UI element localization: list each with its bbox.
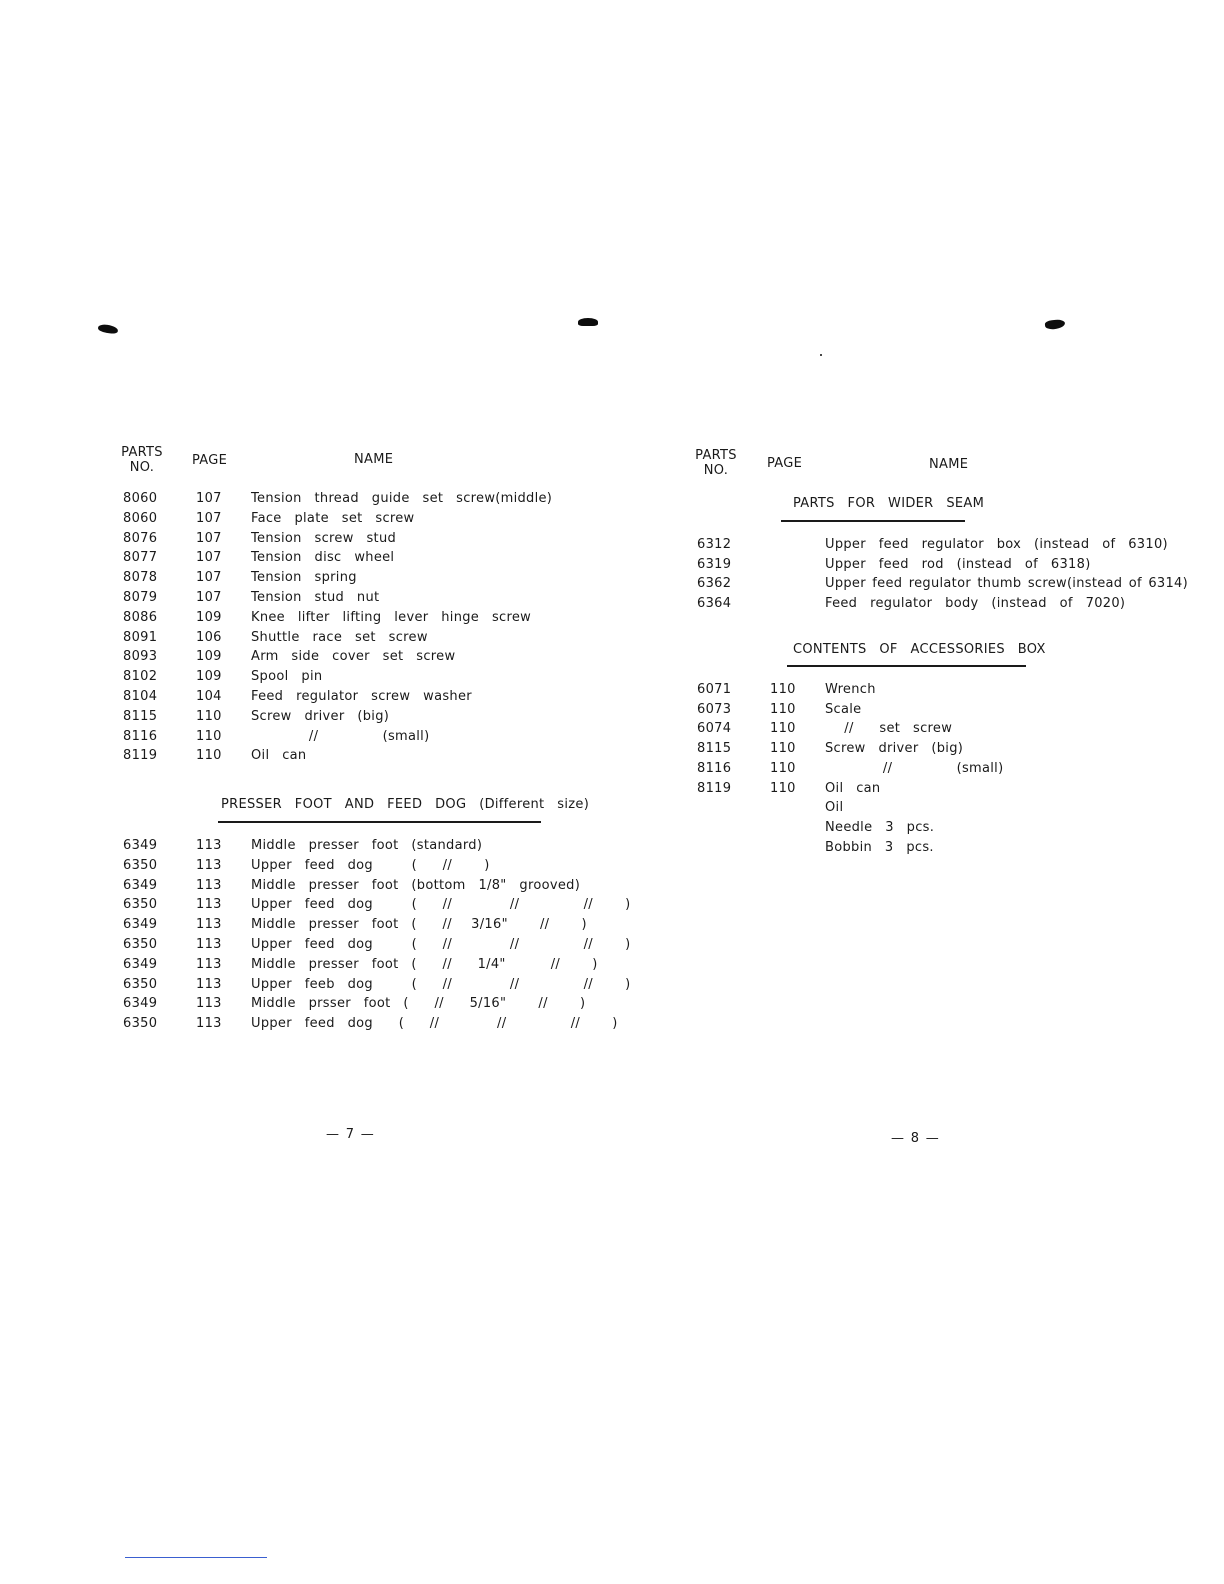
section-underline (787, 665, 1026, 667)
part-name: Wrench (825, 682, 876, 697)
part-number: 6350 (123, 976, 158, 992)
part-name: Upper feed dog ( // // // ) (251, 1016, 618, 1032)
part-name: Shuttle race set screw (251, 629, 428, 645)
part-number: 8104 (123, 689, 158, 704)
part-number: 8091 (123, 629, 158, 645)
page-ref: 113 (196, 956, 222, 972)
part-number: 8077 (123, 550, 158, 566)
section-underline (218, 821, 541, 823)
part-name: Middle presser foot ( // 1/4" // ) (251, 956, 598, 972)
part-name: Tension thread guide set screw(middle) (251, 491, 553, 506)
page-ref: 113 (196, 976, 222, 992)
part-name: Face plate set screw (251, 510, 415, 526)
part-number: 6073 (697, 701, 732, 717)
part-number: 6312 (697, 537, 732, 552)
part-name: Knee lifter lifting lever hinge screw (251, 609, 532, 625)
part-number: 6350 (123, 897, 158, 913)
part-name: Tension disc wheel (251, 550, 395, 566)
page-ref: 113 (196, 897, 222, 913)
section-title-accessories-box: CONTENTS OF ACCESSORIES BOX (793, 642, 1046, 657)
part-number: 8115 (697, 741, 732, 757)
part-name: Oil (825, 800, 844, 816)
part-number: 8119 (697, 780, 732, 796)
part-number: 8093 (123, 649, 158, 665)
section-title-wider-seam: PARTS FOR WIDER SEAM (793, 496, 985, 511)
part-number: 8116 (697, 760, 732, 776)
part-name: Bobbin 3 pcs. (825, 839, 934, 855)
part-name: Upper feed rod (instead of 6318) (825, 556, 1091, 572)
column-header-name: NAME (354, 452, 394, 467)
part-name: Oil can (825, 780, 881, 796)
part-number: 8115 (123, 708, 158, 724)
page-ref: 110 (196, 728, 222, 744)
part-name: // (small) (825, 760, 1004, 776)
page-ref: 109 (196, 649, 222, 665)
page-ref: 113 (196, 937, 222, 952)
part-name: Spool pin (251, 669, 323, 685)
column-header-parts-no (118, 445, 166, 475)
header-parts: PARTS (121, 445, 163, 460)
punch-hole-mark (578, 318, 598, 326)
part-name: Upper feed regulator thumb screw(instead of 6314) (825, 576, 1188, 591)
page-ref: 107 (196, 491, 222, 506)
part-name: Middle presser foot (standard) (251, 838, 483, 853)
page-ref: 113 (196, 877, 222, 893)
column-header-page: PAGE (767, 456, 803, 471)
part-number: 8078 (123, 570, 158, 586)
part-name: Screw driver (big) (251, 708, 390, 724)
page-number: — 7 — (326, 1127, 375, 1142)
punch-hole-mark (98, 324, 119, 335)
page-ref: 110 (770, 701, 796, 717)
page-ref: 113 (196, 1016, 222, 1032)
part-number: 6349 (123, 877, 158, 893)
part-number: 6319 (697, 556, 732, 572)
page-ref: 113 (196, 917, 222, 933)
page-ref: 110 (196, 748, 222, 764)
column-header-parts-no (692, 448, 740, 478)
part-number: 8116 (123, 728, 158, 744)
part-number: 8086 (123, 609, 158, 625)
part-name: Upper feed dog ( // // // ) (251, 937, 631, 952)
part-name: Upper feed regulator box (instead of 6310) (825, 537, 1168, 552)
page-ref: 110 (770, 682, 796, 697)
page-ref: 109 (196, 609, 222, 625)
page-ref: 107 (196, 550, 222, 566)
part-name: Middle prsser foot ( // 5/16" // ) (251, 996, 586, 1012)
page-ref: 107 (196, 530, 222, 546)
part-name: Upper feed dog ( // // // ) (251, 897, 631, 913)
column-header-page: PAGE (192, 453, 228, 468)
page-ref: 106 (196, 629, 222, 645)
page-ref: 110 (770, 741, 796, 757)
column-header-name: NAME (929, 457, 969, 472)
header-no: NO. (703, 463, 729, 478)
part-name: Arm side cover set screw (251, 649, 456, 665)
part-number: 8076 (123, 530, 158, 546)
part-name: Tension stud nut (251, 590, 380, 605)
page-ref: 110 (196, 708, 222, 724)
punch-hole-mark (1045, 319, 1066, 330)
part-name: // set screw (825, 721, 953, 737)
part-number: 6350 (123, 937, 158, 952)
part-name: Upper feed dog ( // ) (251, 857, 490, 873)
part-number: 6349 (123, 956, 158, 972)
page-ref: 104 (196, 689, 222, 704)
page-ref: 110 (770, 780, 796, 796)
page-ref: 109 (196, 669, 222, 685)
page-number: — 8 — (891, 1131, 940, 1146)
part-name: Middle presser foot ( // 3/16" // ) (251, 917, 587, 933)
part-number: 6071 (697, 682, 732, 697)
page-ref: 107 (196, 510, 222, 526)
page-ref: 113 (196, 857, 222, 873)
page-ref: 107 (196, 590, 222, 605)
part-name: Upper feeb dog ( // // // ) (251, 976, 631, 992)
part-name: Screw driver (big) (825, 741, 964, 757)
page-ref: 110 (770, 721, 796, 737)
part-number: 6362 (697, 576, 732, 591)
part-name: Scale (825, 701, 862, 717)
part-number: 6350 (123, 857, 158, 873)
part-name: // (small) (251, 728, 430, 744)
part-number: 8060 (123, 491, 158, 506)
page-ref: 110 (770, 760, 796, 776)
part-name: Feed regulator body (instead of 7020) (825, 595, 1126, 611)
part-number: 8102 (123, 669, 158, 685)
page-ref: 113 (196, 996, 222, 1012)
part-name: Oil can (251, 748, 307, 764)
part-name: Feed regulator screw washer (251, 689, 472, 704)
part-number: 6349 (123, 917, 158, 933)
part-number: 6074 (697, 721, 732, 737)
part-number: 8119 (123, 748, 158, 764)
scan-speck (820, 354, 822, 356)
part-number: 8079 (123, 590, 158, 605)
part-name: Tension spring (251, 570, 357, 586)
part-number: 6349 (123, 996, 158, 1012)
part-number: 8060 (123, 510, 158, 526)
part-name: Tension screw stud (251, 530, 397, 546)
page-ref: 107 (196, 570, 222, 586)
part-name: Needle 3 pcs. (825, 819, 935, 835)
footer-link-line (125, 1557, 267, 1558)
page-ref: 113 (196, 838, 222, 853)
part-number: 6350 (123, 1016, 158, 1032)
section-title-presser-foot: PRESSER FOOT AND FEED DOG (Different size) (221, 797, 590, 812)
header-no: NO. (129, 460, 155, 475)
part-name: Middle presser foot (bottom 1/8" grooved) (251, 877, 581, 893)
section-underline (781, 520, 965, 522)
part-number: 6349 (123, 838, 158, 853)
part-number: 6364 (697, 595, 732, 611)
header-parts: PARTS (695, 448, 737, 463)
